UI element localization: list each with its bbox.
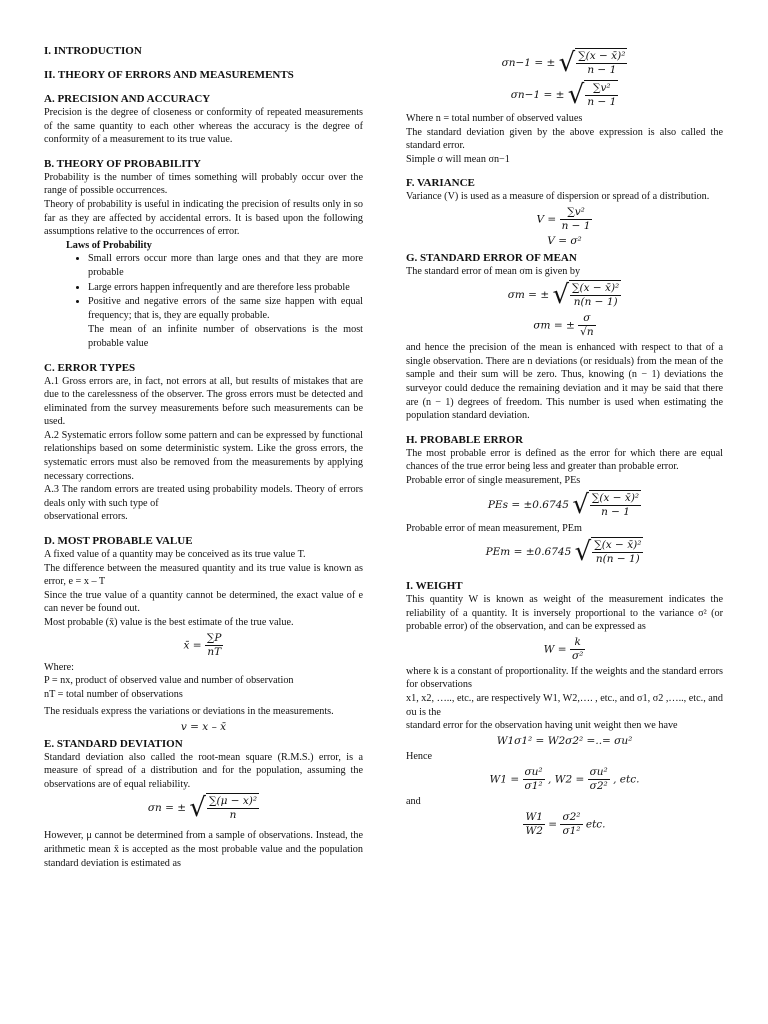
fraction xyxy=(523,766,545,793)
eq-lhs: V = xyxy=(536,213,557,226)
denominator: σ1² xyxy=(524,780,543,793)
sqrt: √ $\frac{\text{∑(μ − x)²}}{n}$ xyxy=(189,793,258,824)
eq-lhs: W = xyxy=(543,643,567,656)
nt-definition: nT = total number of observations xyxy=(44,688,183,700)
numerator: σu² xyxy=(524,766,543,779)
denominator: σ² xyxy=(571,649,584,662)
laws-list xyxy=(44,252,363,322)
weight-equation xyxy=(406,636,723,663)
fraction xyxy=(205,632,224,659)
precision-accuracy-heading: A. PRECISION AND ACCURACY xyxy=(44,93,211,105)
eq-lhs: x̄ = xyxy=(183,639,202,652)
eq-lhs: σn−1 = ± xyxy=(501,57,556,69)
most-probable-value-heading: D. MOST PROBABLE VALUE xyxy=(44,535,193,548)
standard-error-mean-text: The standard error of mean σm is given by xyxy=(406,265,581,277)
denominator: n − 1 xyxy=(601,505,630,518)
variance-heading: F. VARIANCE xyxy=(406,177,475,190)
variance-sigma-equation: V = σ² xyxy=(547,234,582,247)
variance-equation xyxy=(406,206,723,233)
sqrt: √ $\frac{\text{∑(x − x̄)²}}{n(n - 1)}$ xyxy=(574,537,642,568)
variance-text: Variance (V) is used as a measure of dispersion or spread of a distribution. xyxy=(406,191,710,203)
law-item: • Large errors happen infrequently and are therefore less probable xyxy=(88,281,363,295)
denominator: n − 1 xyxy=(561,219,591,232)
denominator: nT xyxy=(207,645,222,658)
weight-text: This quantity W is known as weight of the measurement indicates the reliability of a quantity. It is inversely proportional to the variance σ² (or probable error) of the observation, and can be expressed as xyxy=(406,594,723,633)
standard-deviation-text: Standard deviation also called the root-mean square (R.M.S.) error, is a measure of spread of a distribution and for the population, assuming the observations are of equal reliability. xyxy=(44,751,363,790)
theory-probability-heading: B. THEORY OF PROBABILITY xyxy=(44,157,201,170)
numerator: ∑(x − x̄)² xyxy=(572,282,620,295)
weight-sigma-equation: W1σ1² = W2σ2² =..= σu² xyxy=(496,734,633,747)
observations-text: x1, x2, ….., etc., are respectively W1, W2,…. , etc., and σ1, σ2 ,….., etc., and σu is the xyxy=(406,693,723,718)
right-column xyxy=(406,46,723,840)
equals-sign: = xyxy=(548,818,558,831)
standard-error-text: The standard deviation given by the above expression is also called the standard error. xyxy=(406,126,723,152)
fraction xyxy=(588,766,610,793)
standard-error-mean-heading: G. STANDARD ERROR OF MEAN xyxy=(406,251,577,264)
sqrt: √ $\frac{\text{∑(x − x̄)²}}{n - 1}$ xyxy=(572,489,640,520)
unit-weight-text: standard error for the observation having unit weight then we have xyxy=(406,720,678,732)
residual-equation: v = x – x̄ xyxy=(180,720,227,733)
eq-lhs: , W2 = xyxy=(547,773,585,786)
weight-heading: I. WEIGHT xyxy=(406,580,463,593)
fraction xyxy=(578,312,595,339)
sigma-n1-equation xyxy=(406,48,723,78)
fraction xyxy=(523,811,544,838)
systematic-errors-text: A.2 Systematic errors follow some pattern and can be expressed by functional relationships based on some deterministic system. Like the gross errors, the systematic errors must also be removed from the measurements by applying necessary corrections. xyxy=(44,429,363,482)
eq-lhs: σm = ± xyxy=(507,289,550,302)
denominator: W2 xyxy=(525,824,543,837)
section-introduction-heading: I. INTRODUCTION xyxy=(44,45,142,57)
denominator: n − 1 xyxy=(587,64,617,76)
standard-deviation-heading: E. STANDARD DEVIATION xyxy=(44,737,183,750)
sigma-m-equation xyxy=(406,280,723,310)
etc-text: etc. xyxy=(585,818,606,831)
random-errors-text-2: observational errors. xyxy=(44,511,128,523)
proportionality-text: where k is a constant of proportionality. If the weights and the standard errors for observations xyxy=(406,665,723,691)
fraction xyxy=(560,811,582,838)
eq-lhs: PEm = ±0.6745 xyxy=(485,546,572,559)
pe-mean-equation xyxy=(406,537,723,567)
numerator: σ xyxy=(578,312,595,326)
numerator: σu² xyxy=(589,766,608,779)
best-estimate-text: Most probable (x̄) value is the best estimate of the true value. xyxy=(44,617,294,628)
sigma-n1-v-equation xyxy=(406,80,723,110)
random-errors-text: A.3 The random errors are treated using probability models. Theory of errors deals only with such type of xyxy=(44,484,363,509)
hence-label: Hence xyxy=(406,751,433,763)
simple-sigma-text: Simple σ will mean σn−1 xyxy=(406,153,510,165)
denominator: n − 1 xyxy=(587,96,617,108)
true-value-undetermined-text: Since the true value of a quantity cannot be determined, the exact value of e can never be found out. xyxy=(44,589,363,615)
residuals-text: The residuals express the variations or deviations in the measurements. xyxy=(44,706,334,718)
error-types-heading: C. ERROR TYPES xyxy=(44,361,136,374)
numerator: k xyxy=(570,636,585,650)
law-extra: The mean of an infinite number of observations is the most probable value xyxy=(88,324,363,349)
denominator: σ1² xyxy=(562,824,581,837)
eq-lhs: W1 = xyxy=(489,773,520,786)
left-column xyxy=(44,44,363,870)
probable-error-heading: H. PROBABLE ERROR xyxy=(406,433,524,446)
where-label: Where: xyxy=(44,661,74,673)
probable-error-text: The most probable error is defined as the error for which there are equal chances of the true error being less and greater than probable error. xyxy=(406,447,723,473)
and-label: and xyxy=(406,796,421,808)
fraction xyxy=(560,206,593,233)
numerator: σ2² xyxy=(562,810,581,823)
denominator: n xyxy=(229,809,237,822)
section-theory-heading: II. THEORY OF ERRORS AND MEASUREMENTS xyxy=(44,69,294,81)
law-item: • Small errors occur more than large ones and that they are more probable xyxy=(88,252,363,279)
denominator: σ2² xyxy=(589,780,608,793)
sigma-n-equation xyxy=(44,793,363,823)
error-definition-text: The difference between the measured quantity and its true value is known as error, e = x – T xyxy=(44,562,363,588)
n-definition: Where n = total number of observed values xyxy=(406,113,583,124)
denominator: n(n − 1) xyxy=(595,553,640,566)
weight-ratio-equation xyxy=(406,811,723,838)
numerator: ∑P xyxy=(206,631,222,644)
eq-lhs: σn−1 = ± xyxy=(510,89,565,101)
true-value-text: A fixed value of a quantity may be conceived as its true value T. xyxy=(44,549,306,561)
eq-lhs: σn = ± xyxy=(147,802,187,815)
numerator: ∑v² xyxy=(585,82,618,96)
arithmetic-mean-text: However, μ cannot be determined from a sample of observations. Instead, the arithmetic mean x̄ is accepted as the most probable value and the population standard deviation is estimated as xyxy=(44,830,363,869)
gross-errors-text: A.1 Gross errors are, in fact, not errors at all, but results of mistakes that are due to the carelessness of the observer. The gross errors must be detected and eliminated from the survey measurements before such measurements can be used. xyxy=(44,375,363,428)
weights-equation xyxy=(406,766,723,793)
law-item: • Positive and negative errors of the same size happen with equal frequency; that is, they are equally probable. xyxy=(88,295,363,322)
sigma-m-sqrt-equation xyxy=(406,312,723,339)
laws-heading: Laws of Probability xyxy=(66,239,152,251)
numerator: ∑(μ − x)² xyxy=(209,795,258,808)
numerator: ∑(x − x̄)² xyxy=(594,539,642,552)
denominator: n(n − 1) xyxy=(573,296,618,309)
sqrt: √ $\frac{\text{∑(x − x̄)²}}{n - 1}$ xyxy=(558,48,626,78)
mean-equation xyxy=(44,632,363,659)
probability-theory-text: Theory of probability is useful in indicating the precision of results only in so far as they are affected by accidental errors. It is based upon the following assumptions relative to the occurrences of error. xyxy=(44,198,363,238)
eq-lhs: σm = ± xyxy=(533,319,575,332)
probability-definition: Probability is the number of times something will probably occur over the range of possible occurrences. xyxy=(44,171,363,197)
numerator: ∑(x − x̄)² xyxy=(578,50,626,62)
sqrt: √ $\frac{\text{∑v²}}{n - 1}$ xyxy=(567,80,617,110)
eq-lhs: PEs = ±0.6745 xyxy=(487,498,569,511)
numerator: ∑v² xyxy=(560,206,593,220)
etc-text: , etc. xyxy=(613,773,640,786)
numerator: W1 xyxy=(525,810,543,823)
numerator: ∑(x − x̄)² xyxy=(591,491,640,504)
precision-accuracy-text: Precision is the degree of closeness or conformity of repeated measurements of the same quantity to each other whereas the accuracy is the degree of conformity of a measurement to its true value. xyxy=(44,107,363,146)
denominator: √n xyxy=(580,326,594,339)
pe-mean-label: Probable error of mean measurement, PEm xyxy=(406,522,582,534)
fraction xyxy=(570,636,585,663)
sqrt: √ $\frac{\text{∑(x − x̄)²}}{n(n - 1)}$ xyxy=(552,280,620,311)
p-definition: P = nx, product of observed value and number of observation xyxy=(44,675,294,687)
precision-mean-text: and hence the precision of the mean is enhanced with respect to that of a single observation. There are n deviations (or residuals) from the mean of the sample and their sum will be zero. Thus, knowing (n − 1) deviations the surveyor could deduce the remaining deviation and it may be said that there are (n − 1) degrees of freedom. This number is used when estimating the population standard deviation. xyxy=(406,342,723,422)
pe-single-label: Probable error of single measurement, PEs xyxy=(406,474,581,486)
pe-single-equation xyxy=(406,490,723,520)
